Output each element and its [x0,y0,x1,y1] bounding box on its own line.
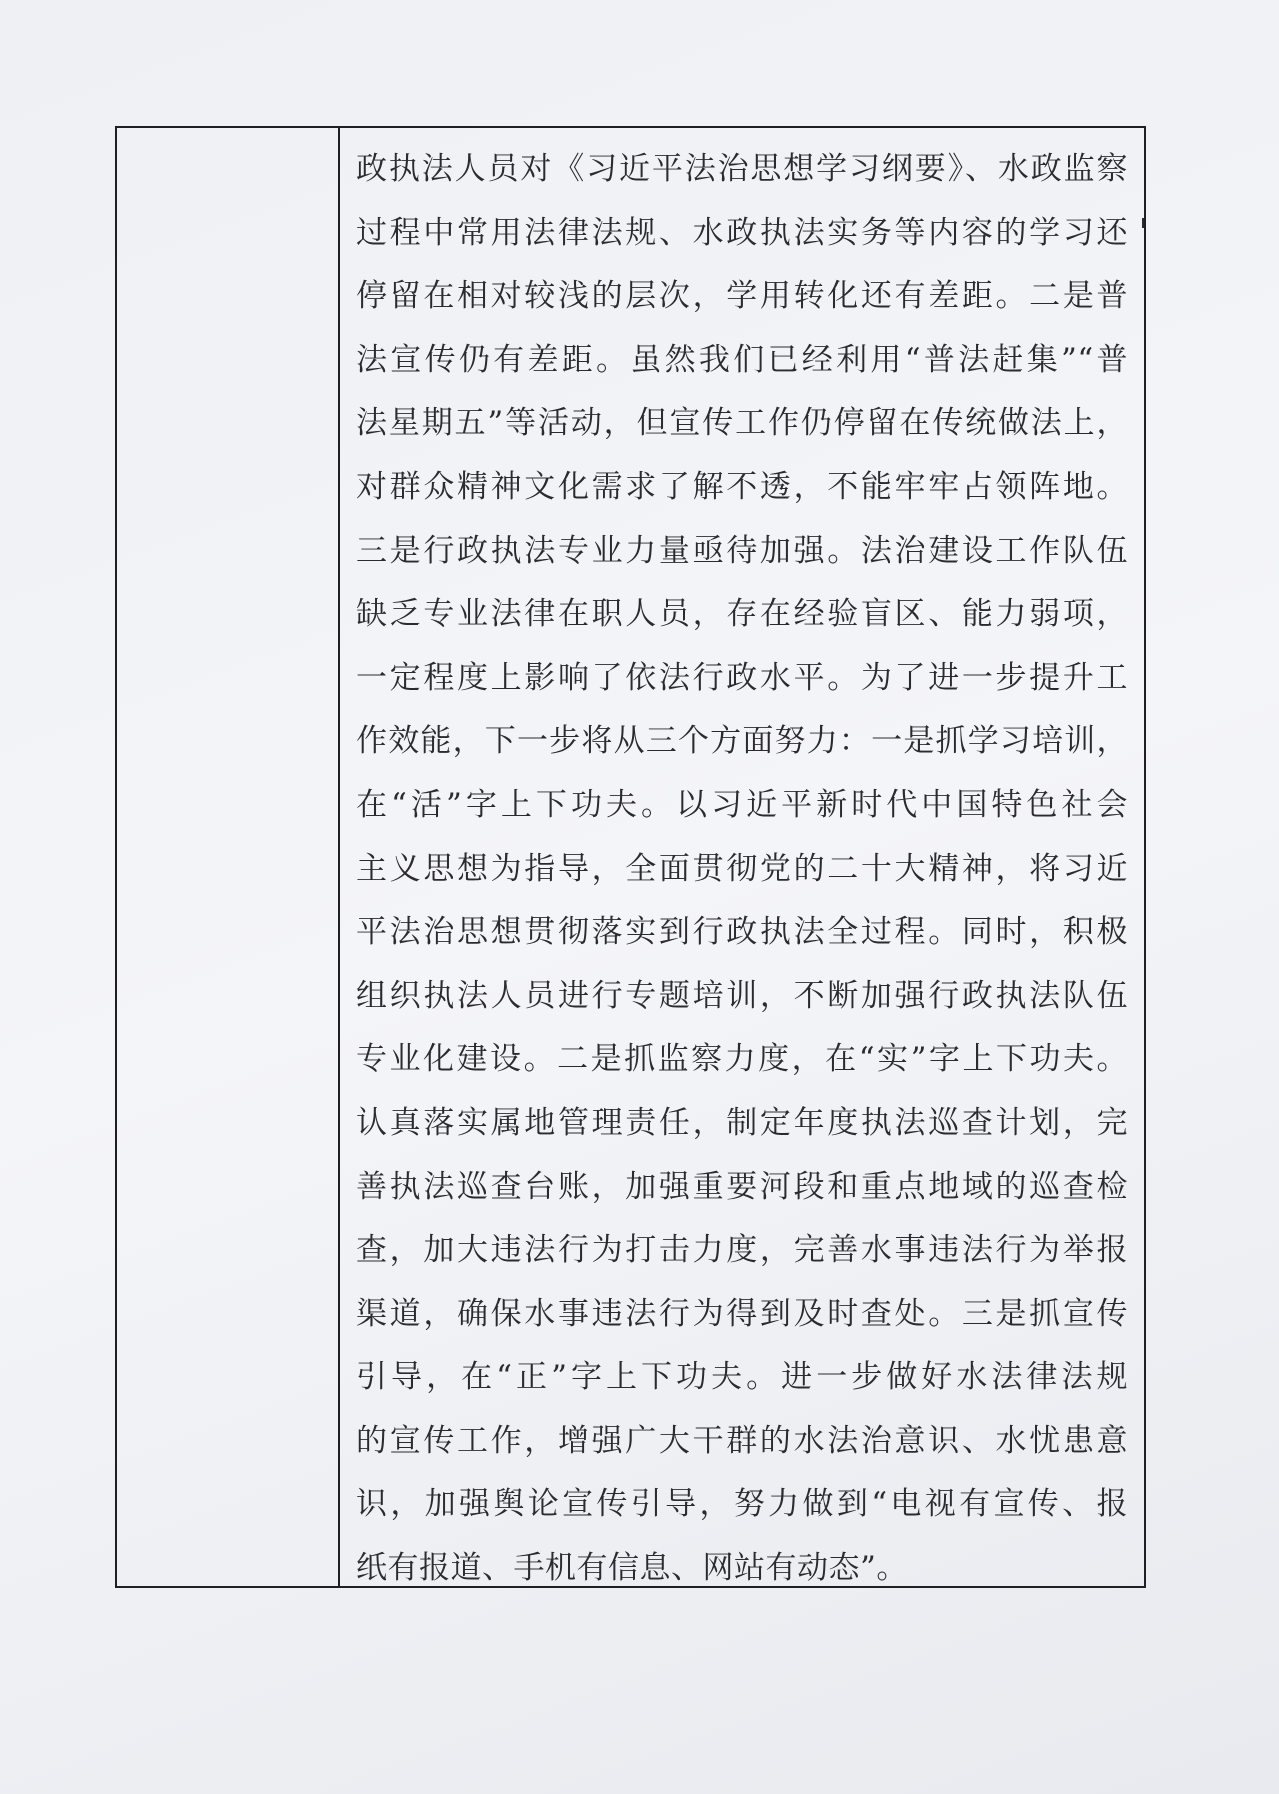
text-line: 渠道，确保水事违法行为得到及时查处。三是抓宣传 [356,1295,1128,1332]
document-table [115,126,1146,1588]
text-line: 三是行政执法专业力量亟待加强。法治建设工作队伍 [356,532,1128,569]
text-line: 过程中常用法律法规、水政执法实务等内容的学习还 [356,214,1128,251]
text-line: 停留在相对较浅的层次，学用转化还有差距。二是普 [356,278,1128,315]
text-line: 在“活”字上下功夫。以习近平新时代中国特色社会 [356,786,1128,823]
table-content-cell [340,128,1144,1586]
text-line: 缺乏专业法律在职人员，存在经验盲区、能力弱项， [356,596,1128,633]
text-line: 引导，在“正”字上下功夫。进一步做好水法律法规 [356,1359,1128,1396]
text-line: 作效能，下一步将从三个方面努力：一是抓学习培训， [356,723,1128,760]
text-line: 法宣传仍有差距。虽然我们已经利用“普法赶集”“普 [356,341,1128,378]
text-line: 的宣传工作，增强广大干群的水法治意识、水忧患意 [356,1422,1128,1459]
text-line: 一定程度上影响了依法行政水平。为了进一步提升工 [356,659,1128,696]
text-line: 政执法人员对《习近平法治思想学习纲要》、水政监察 [356,151,1128,187]
text-line: 查，加大违法行为打击力度，完善水事违法行为举报 [356,1232,1128,1269]
text-line: 法星期五”等活动，但宣传工作仍停留在传统做法上， [356,405,1128,442]
text-line: 组织执法人员进行专题培训，不断加强行政执法队伍 [356,977,1128,1014]
text-line: 纸有报道、手机有信息、网站有动态”。 [356,1550,908,1587]
text-line: 认真落实属地管理责任，制定年度执法巡查计划，完 [356,1104,1128,1141]
text-line: 对群众精神文化需求了解不透，不能牢牢占领阵地。 [356,468,1128,505]
text-line: 平法治思想贯彻落实到行政执法全过程。同时，积极 [356,914,1128,951]
table-label-cell [117,128,340,1586]
text-line: 专业化建设。二是抓监察力度，在“实”字上下功夫。 [356,1041,1128,1078]
ink-mark [1142,218,1144,228]
text-line: 善执法巡查台账，加强重要河段和重点地域的巡查检 [356,1168,1128,1205]
text-line: 主义思想为指导，全面贯彻党的二十大精神，将习近 [356,850,1128,887]
text-line: 识，加强舆论宣传引导，努力做到“电视有宣传、报 [356,1486,1128,1523]
